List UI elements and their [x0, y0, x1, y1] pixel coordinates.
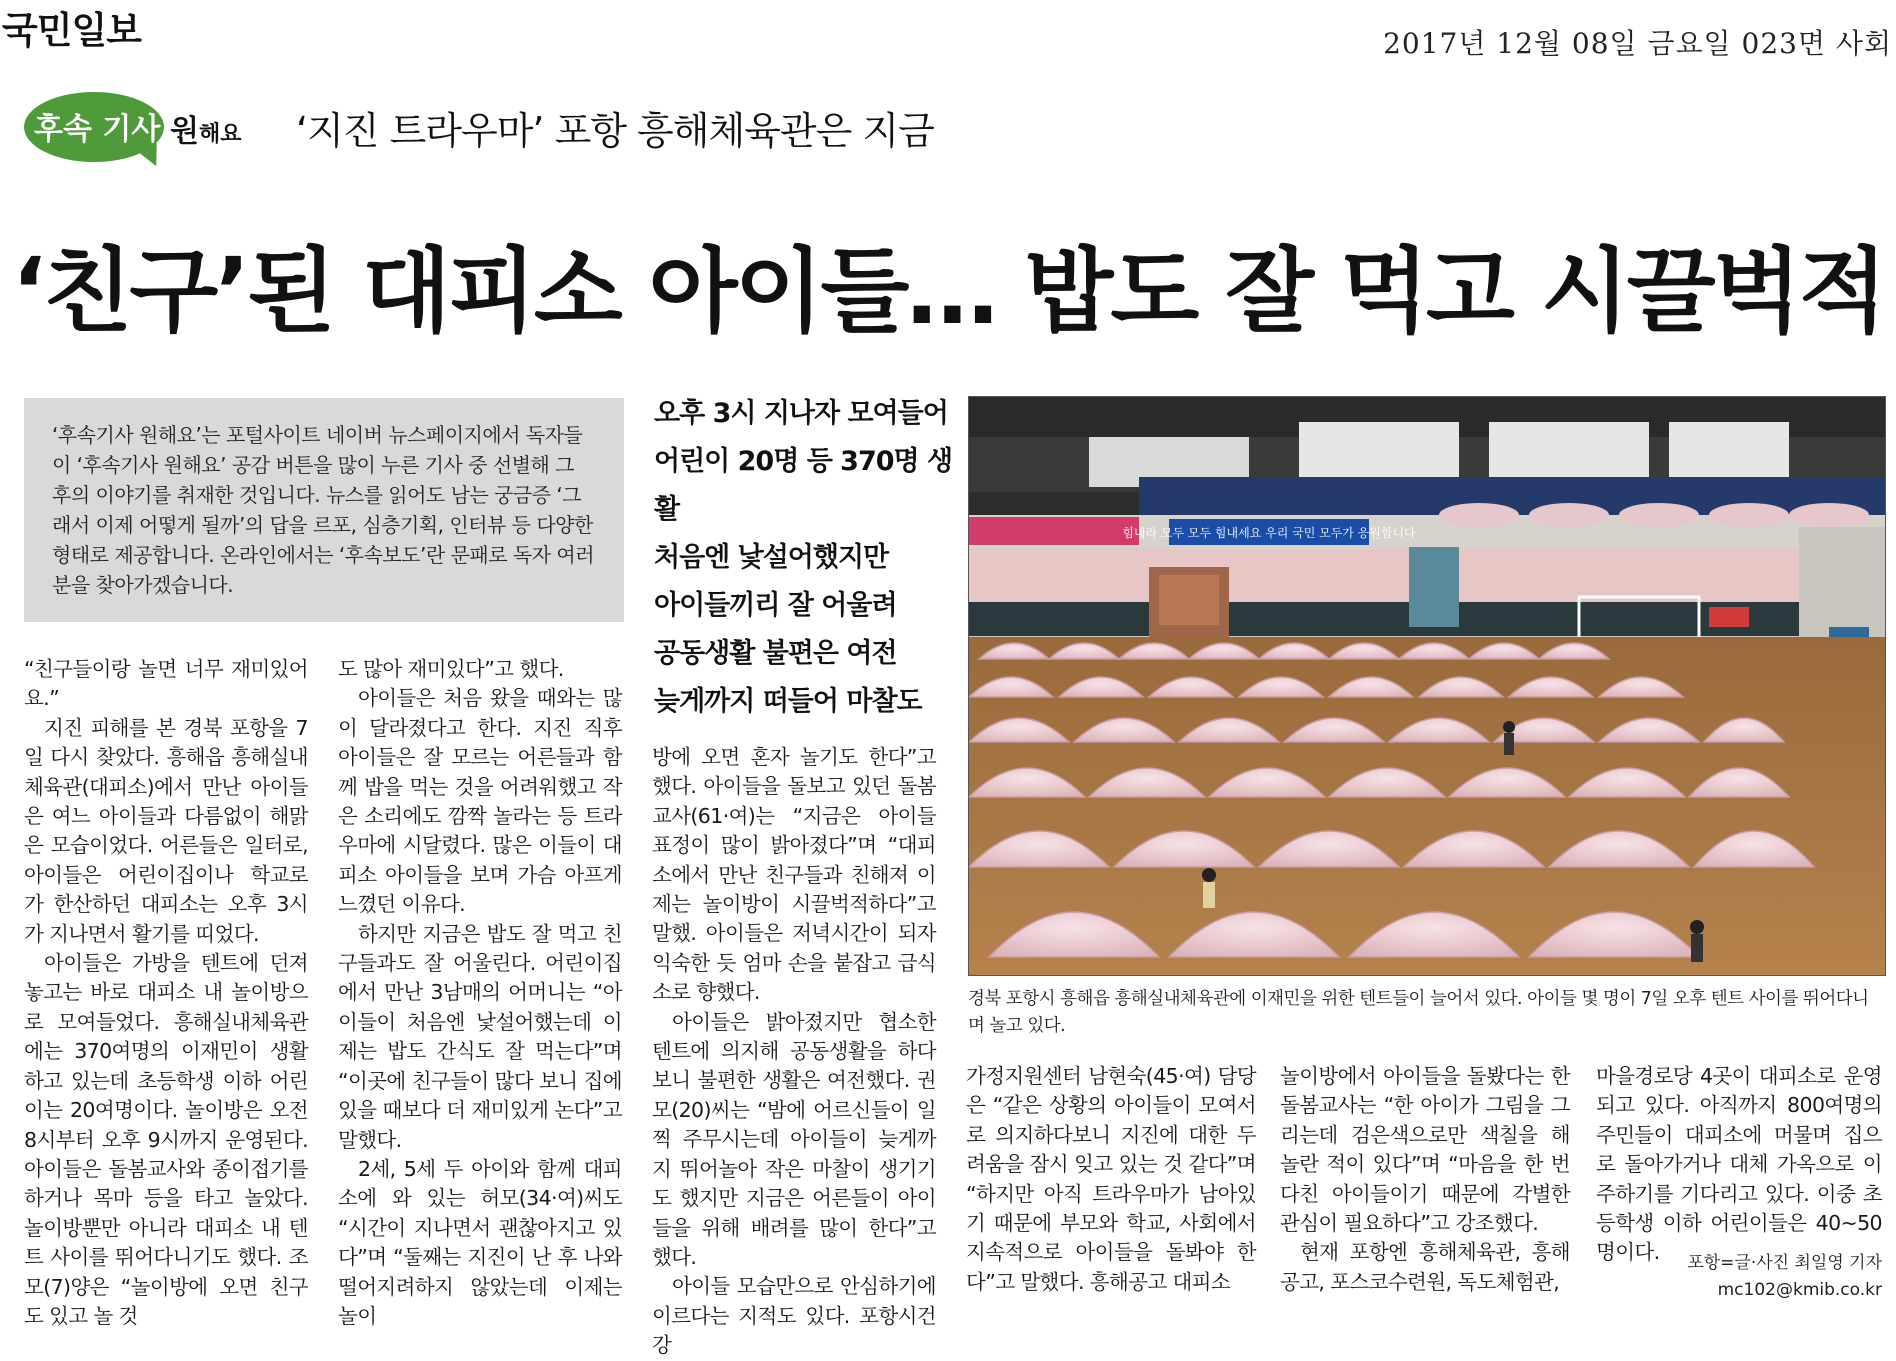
article-column-2	[338, 655, 622, 1331]
article-paragraph: 아이들은 밝아졌지만 협소한 텐트에 의지해 공동생활을 하다 보니 불편한 생활은 여전했다. 권모(20)씨는 “밤에 어르신들이 일찍 주무시는데 아이들이 늦게까지 뛰어놀아 작은 마찰이 생기기도 했지만 지금은 어른들이 아이들을 위해 배려를 많이 한다”고 했다.	[652, 1009, 936, 1269]
article-column-5	[1280, 1062, 1570, 1297]
newspaper-masthead: 국민일보	[2, 9, 141, 52]
kicker-headline: ‘지진 트라우마’ 포항 흥해체육관은 지금	[296, 109, 934, 153]
article-paragraph: 2세, 5세 두 아이와 함께 대피소에 와 있는 허모(34·여)씨도 “시간이 지나면서 괜찮아지고 있다”며 “둘째는 지진이 난 후 나와 떨어지려하지 않았는데 이제는 놀이	[338, 1156, 622, 1328]
article-paragraph: “친구들이랑 놀면 너무 재미있어요.”	[24, 657, 308, 711]
subheadline: 오후 3시 지나자 모여들어	[654, 398, 948, 429]
article-paragraph: 아이들은 가방을 텐트에 던져놓고는 바로 대피소 내 놀이방으로 모여들었다. 흥해실내체육관에는 370여명의 이재민이 생활하고 있는데 초등학생 이하 어린이는 20여명이다. 놀이방은 오전 8시부터 오후 9시까지 운영된다. 아이들은 돌봄교사와 종이접기를 하거나 목마 등을 타고 놀았다. 놀이방뿐만 아니라 대피소 내 텐트 사이를 뛰어다니기도 했다. 조모(7)양은 “놀이방에 오면 친구도 있고 놀 것	[24, 951, 308, 1328]
subheadline: 공동생활 불편은 여전	[654, 638, 897, 669]
article-paragraph: 아이들은 처음 왔을 때와는 많이 달라졌다고 한다. 지진 직후 아이들은 잘 모르는 어른들과 함께 밥을 먹는 것을 어려워했고 작은 소리에도 깜짝 놀라는 등 트라우마에 시달렸다. 많은 이들이 대피소 아이들을 보며 가슴 아프게 느꼈던 이유다.	[338, 686, 622, 917]
subheadline: 늦게까지 떠들어 마찰도	[654, 686, 922, 717]
badge-suffix-small: 해요	[198, 122, 242, 147]
byline	[1596, 1250, 1882, 1304]
article-paragraph: 놀이방에서 아이들을 돌봤다는 한 돌봄교사는 “한 아이가 그림을 그리는데 검은색으로만 색칠을 해 놀란 적이 있다”며 “마음을 한 번 다친 아이들이기 때문에 각별한 관심이 필요하다”고 강조했다.	[1280, 1064, 1570, 1236]
badge-text: 후속 기사	[34, 112, 161, 147]
byline-email: mc102@kmib.co.kr	[1717, 1280, 1882, 1300]
subheadline: 어린이 20명 등 370명 생활	[654, 446, 953, 525]
subheadline-list	[654, 390, 954, 726]
article-paragraph: 아이들 모습만으로 안심하기에 이르다는 지적도 있다. 포항시건강	[652, 1274, 936, 1358]
news-photo	[968, 396, 1886, 976]
subheadline: 처음엔 낯설어했지만	[654, 542, 889, 573]
badge-suffix-big: 원	[170, 114, 199, 149]
article-column-4	[966, 1062, 1256, 1297]
series-info-box: ‘후속기사 원해요’는 포털사이트 네이버 뉴스페이지에서 독자들이 ‘후속기사 원해요’ 공감 버튼을 많이 누른 기사 중 선별해 그 후의 이야기를 취재한 것입니다. 뉴스를 읽어도 남는 궁금증 ‘그래서 이제 어떻게 될까’의 답을 르포, 심층기획, 인터뷰 등 다양한 형태로 제공합니다. 온라인에서는 ‘후속보도’란 문패로 독자 여러분을 찾아가겠습니다.	[24, 398, 624, 622]
dateline: 2017년 12월 08일 금요일 023면 사회	[1383, 27, 1892, 60]
article-column-6	[1596, 1062, 1882, 1268]
article-paragraph: 현재 포항엔 흥해체육관, 흥해공고, 포스코수련원, 독도체험관,	[1280, 1240, 1570, 1294]
article-paragraph: 방에 오면 혼자 놀기도 한다”고 했다. 아이들을 돌보고 있던 돌봄교사(61·여)는 “지금은 아이들 표정이 많이 밝아졌다”며 “대피소에서 만난 친구들과 친해져 이제는 놀이방이 시끌벅적하다”고 말했. 아이들은 저녁시간이 되자 익숙한 듯 엄마 손을 붙잡고 급식소로 향했다.	[652, 745, 936, 1005]
article-column-1	[24, 655, 308, 1331]
article-paragraph: 지진 피해를 본 경북 포항을 7일 다시 찾았다. 흥해읍 흥해실내체육관(대피소)에서 만난 아이들은 여느 아이들과 다름없이 해맑은 모습이었다. 어른들은 일터로, 아이들은 어린이집이나 학교로 가 한산하던 대피소는 오후 3시가 지나면서 활기를 띠었다.	[24, 715, 308, 946]
byline-author: 포항=글·사진 최일영 기자	[1687, 1253, 1882, 1273]
main-headline: ‘친구’된 대피소 아이들… 밥도 잘 먹고 시끌벅적	[11, 238, 1885, 345]
article-paragraph: 가정지원센터 남현숙(45·여) 담당은 “같은 상황의 아이들이 모여서로 의지하다보니 지진에 대한 두려움을 잠시 잊고 있는 것 같다”며 “하지만 아직 트라우마가 남아있기 때문에 부모와 학교, 사회에서 지속적으로 아이들을 돌봐야 한다”고 말했다. 흥해공고 대피소	[966, 1064, 1256, 1294]
follow-up-badge	[24, 92, 164, 168]
subheadline: 아이들끼리 잘 어울려	[654, 590, 897, 621]
article-paragraph: 마을경로당 4곳이 대피소로 운영되고 있다. 아직까지 800여명의 주민들이 대피소에 머물며 집으로 돌아가거나 대체 가옥으로 이주하기를 기다리고 있다. 이중 초등학생 이하 어린이들은 40~50명이다.	[1596, 1064, 1882, 1265]
badge-suffix	[170, 106, 242, 150]
article-column-3	[652, 743, 936, 1361]
article-paragraph: 도 많아 재미있다”고 했다.	[338, 657, 564, 681]
article-paragraph: 하지만 지금은 밥도 잘 먹고 친구들과도 잘 어울린다. 어린이집에서 만난 3남매의 어머니는 “아이들이 처음엔 낯설어했는데 이제는 밥도 간식도 잘 먹는다”며 “이곳에 친구들이 많다 보니 집에 있을 때보다 더 재미있게 논다”고 말했다.	[338, 921, 622, 1152]
photo-caption: 경북 포항시 흥해읍 흥해실내체육관에 이재민을 위한 텐트들이 늘어서 있다. 아이들 몇 명이 7일 오후 텐트 사이를 뛰어다니며 놀고 있다.	[968, 989, 1869, 1036]
photo-banner-text: 힘내라 모두 모두 힘내세요 우리 국민 모두가 응원합니다	[1122, 526, 1416, 540]
